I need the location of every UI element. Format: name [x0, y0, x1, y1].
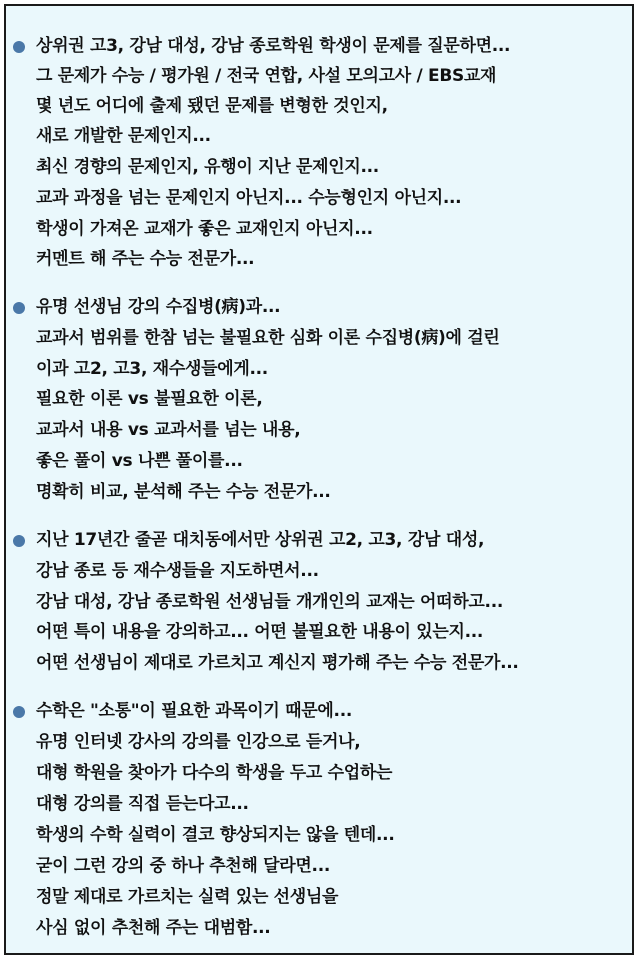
text-line: 새로 개발한 문제인지...	[36, 126, 211, 146]
text-line: 이과 고2, 고3, 재수생들에게...	[36, 359, 268, 379]
text-line: 사심 없이 추천해 주는 대범함...	[36, 918, 271, 938]
text-card	[4, 4, 634, 955]
text-line: 최신 경향의 문제인지, 유행이 지난 문제인지...	[36, 157, 379, 177]
bullet-icon	[13, 302, 25, 314]
text-line: 수학은 "소통"이 필요한 과목이기 때문에...	[36, 701, 353, 721]
text-line: 학생의 수학 실력이 결코 향상되지는 않을 텐데...	[36, 825, 395, 845]
bullet-icon	[13, 41, 25, 53]
text-line: 강남 대성, 강남 종로학원 선생님들 개개인의 교재는 어떠하고...	[36, 592, 504, 612]
text-line: 커멘트 해 주는 수능 전문가...	[36, 249, 255, 269]
text-line: 교과서 내용 vs 교과서를 넘는 내용,	[36, 420, 301, 440]
text-line: 교과 과정을 넘는 문제인지 아닌지... 수능형인지 아닌지...	[36, 188, 462, 208]
text-line: 대형 강의를 직접 듣는다고...	[36, 794, 249, 814]
text-line: 어떤 특이 내용을 강의하고... 어떤 불필요한 내용이 있는지...	[36, 622, 484, 642]
text-line: 필요한 이론 vs 불필요한 이론,	[36, 389, 263, 409]
text-line: 교과서 범위를 한참 넘는 불필요한 심화 이론 수집병(病)에 걸린	[36, 328, 500, 348]
text-line: 대형 학원을 찾아가 다수의 학생을 두고 수업하는	[36, 763, 393, 783]
text-line: 강남 종로 등 재수생들을 지도하면서...	[36, 561, 319, 581]
text-line: 명확히 비교, 분석해 주는 수능 전문가...	[36, 482, 331, 502]
text-line: 좋은 풀이 vs 나쁜 풀이를...	[36, 451, 243, 471]
text-line: 몇 년도 어디에 출제 됐던 문제를 변형한 것인지,	[36, 96, 388, 116]
text-line: 유명 인터넷 강사의 강의를 인강으로 듣거나,	[36, 732, 361, 752]
text-line: 정말 제대로 가르치는 실력 있는 선생님을	[36, 887, 339, 907]
text-line: 지난 17년간 줄곧 대치동에서만 상위권 고2, 고3, 강남 대성,	[36, 530, 485, 550]
bullet-icon	[13, 535, 25, 547]
text-line: 그 문제가 수능 / 평가원 / 전국 연합, 사설 모의고사 / EBS교재	[36, 66, 497, 86]
text-line: 상위권 고3, 강남 대성, 강남 종로학원 학생이 문제를 질문하면...	[36, 36, 511, 56]
bullet-icon	[13, 706, 25, 718]
text-line: 학생이 가져온 교재가 좋은 교재인지 아닌지...	[36, 219, 373, 239]
text-line: 유명 선생님 강의 수집병(病)과...	[36, 297, 281, 317]
text-line: 굳이 그런 강의 중 하나 추천해 달라면...	[36, 856, 331, 876]
text-line: 어떤 선생님이 제대로 가르치고 계신지 평가해 주는 수능 전문가...	[36, 653, 519, 673]
